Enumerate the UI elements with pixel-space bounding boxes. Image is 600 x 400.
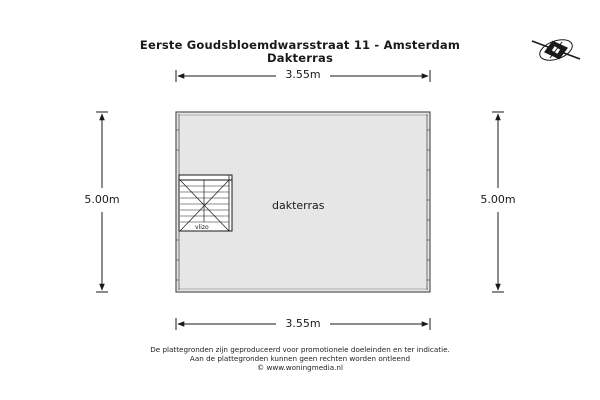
left-height-label: 5.00m	[76, 193, 128, 206]
compass-rose-icon	[532, 36, 580, 65]
top-width-label: 3.55m	[276, 68, 330, 81]
plan-title: Eerste Goudsbloemdwarsstraat 11 - Amsterdam	[139, 38, 461, 52]
footer-disclaimer-line1: De plattegronden zijn geproduceerd voor promotionele doeleinden en ter indicatie.	[150, 345, 450, 354]
bottom-width-label: 3.55m	[276, 317, 330, 330]
room-label-dakterras: dakterras	[272, 199, 325, 212]
staircase	[179, 175, 232, 231]
right-height-label: 5.00m	[472, 193, 524, 206]
footer-copyright: © www.woningmedia.nl	[257, 363, 343, 372]
plan-subtitle: Dakterras	[267, 51, 333, 65]
footer-disclaimer-line2: Aan de plattegronden kunnen geen rechten worden ontleend	[189, 354, 411, 363]
stair-label-vlizo: vlizo	[195, 224, 209, 231]
